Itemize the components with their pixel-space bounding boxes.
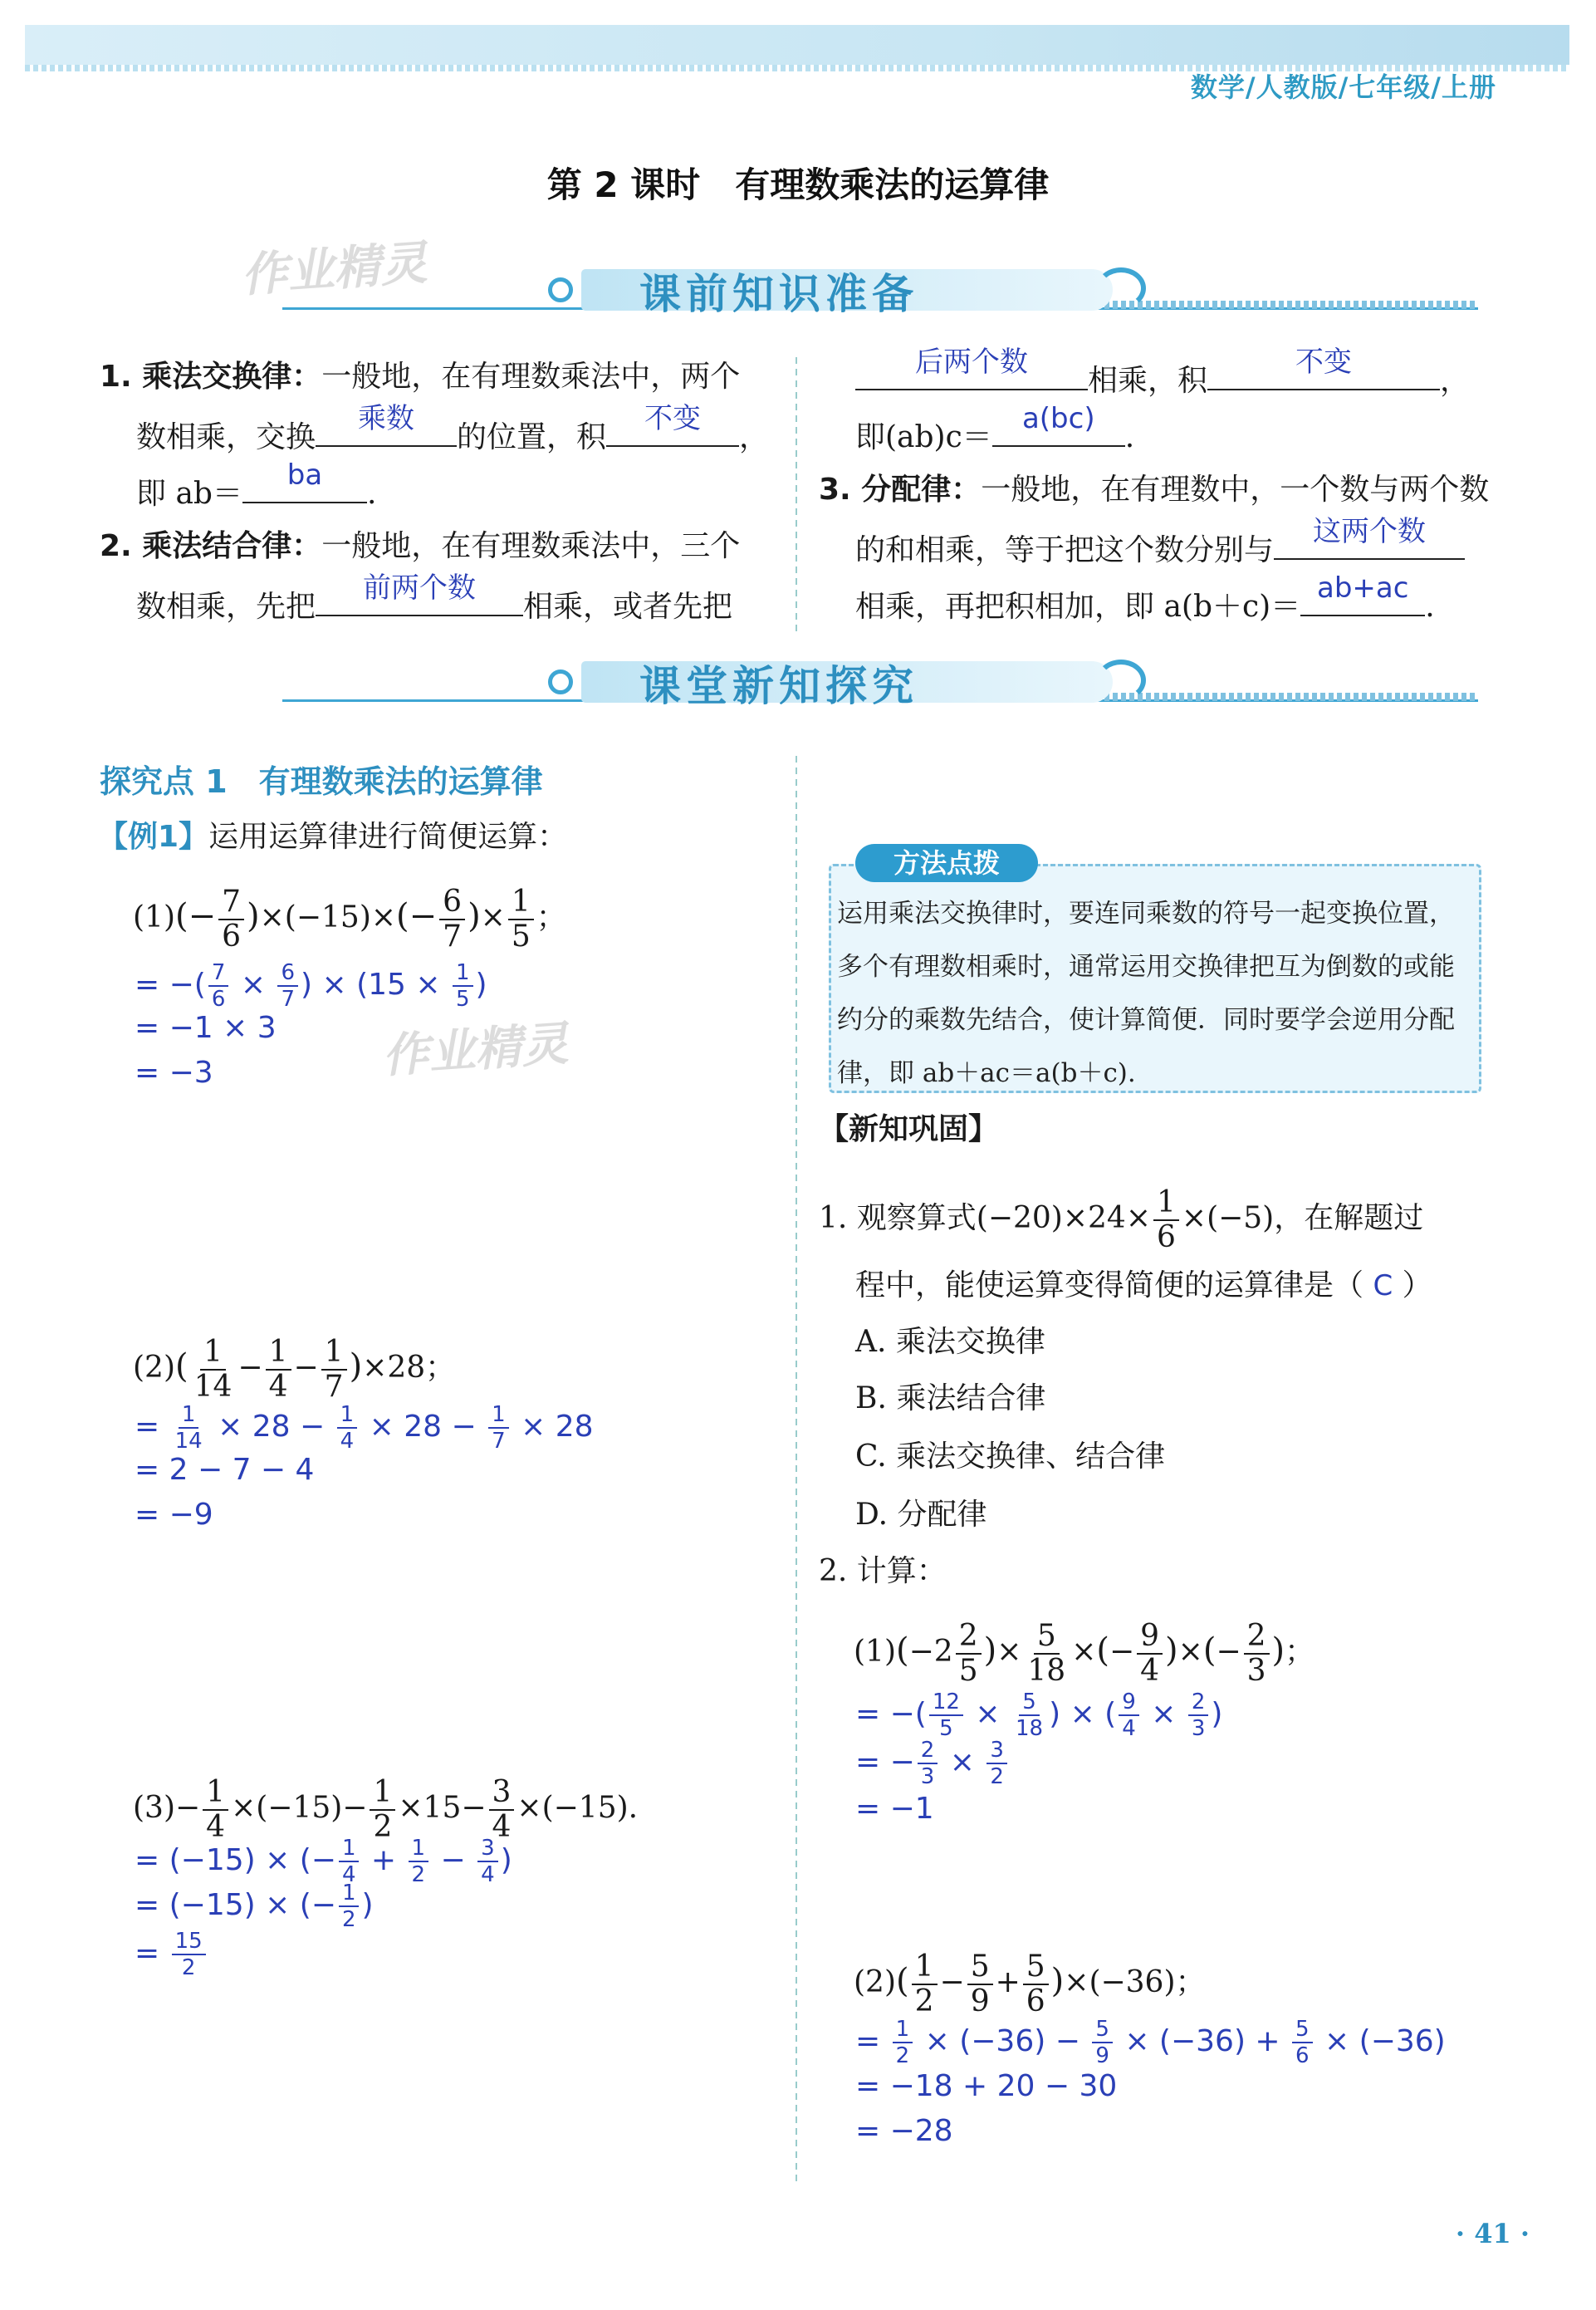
p3-ans-text-2: = (−15) × (− xyxy=(135,1888,336,1922)
option-c: C. 乘法交换律、结合律 xyxy=(855,1439,1166,1474)
magnifier-icon xyxy=(548,277,573,302)
item1-text-d: ， xyxy=(739,420,770,454)
frac: $\frac{7}{6}$ xyxy=(218,887,244,952)
option-b: B. 乘法结合律 xyxy=(855,1381,1046,1415)
q2-1-answer-2: = − $\frac{2}{3}$ × $\frac{3}{2}$ xyxy=(855,1739,1010,1788)
answer: a(bc) xyxy=(1021,402,1095,435)
p2-answer-2: = 2 − 7 − 4 xyxy=(135,1453,315,1487)
q2-1-prefix: (1) xyxy=(854,1635,896,1669)
q2-2-answer-1: = $\frac{1}{2}$ × (−36) − $\frac{5}{9}$ × (−36) + $\frac{5}{6}$ × (−36) xyxy=(855,2017,1446,2068)
item2-label: 2. 乘法结合律： xyxy=(100,529,322,563)
q1-text-d: ） xyxy=(1402,1268,1432,1302)
banner-dots xyxy=(1096,301,1478,309)
blank-item1-2 xyxy=(606,402,739,447)
problem-3-prefix: (3) xyxy=(133,1791,175,1825)
example-line xyxy=(98,814,567,861)
option-d: D. 分配律 xyxy=(855,1498,987,1532)
p1-ans-text: = −( xyxy=(135,968,206,1002)
pre-item3-line3 xyxy=(855,571,1435,635)
tip-title: 方法点拨 xyxy=(855,844,1038,882)
problem-1-prefix: (1) xyxy=(133,900,175,934)
problem-1: (1)(− $\frac{7}{6}$ )×(−15)×(− $\frac{6}{7}$ )× $\frac{1}{5}$ ； xyxy=(133,885,566,954)
blank-item1-3 xyxy=(242,459,367,503)
swirl-icon xyxy=(1096,267,1146,309)
column-divider-main xyxy=(796,756,797,2185)
page-number: · 41 · xyxy=(1455,2218,1530,2249)
header-label: 数学/人教版/七年级/上册 xyxy=(1190,71,1496,103)
q1-text-c: 程中，能使运算变得简便的运算律是（ xyxy=(855,1268,1364,1302)
q1-answer: C xyxy=(1373,1269,1393,1302)
item1-label: 1. 乘法交换律： xyxy=(100,360,322,394)
answer: ab+ac xyxy=(1317,571,1409,605)
answer: 前两个数 xyxy=(363,571,477,605)
p1-answer-2: = −1 × 3 xyxy=(135,1011,277,1045)
answer: 不变 xyxy=(644,402,702,435)
pre-item2-line2 xyxy=(136,571,733,635)
item3-text-b: 的和相乘，等于把这个数分别与 xyxy=(855,533,1275,567)
column-divider-top xyxy=(796,357,797,631)
item3-label: 3. 分配律： xyxy=(819,473,982,507)
item1-text: 一般地，在有理数乘法中，两个 xyxy=(321,360,741,394)
problem-3-end: ×(−15). xyxy=(516,1791,639,1825)
blank-item3-2 xyxy=(1300,571,1425,616)
tip-text: 运用乘法交换律时，要连同乘数的符号一起变换位置，多个有理数相乘时，通常运用交换律把互为倒数的或能约分的乘数先结合，使计算简便．同时要学会逆用分配律，即 ab＋ac＝a(b＋c). xyxy=(837,899,1455,1088)
problem-2: (2)( $\frac{1}{14}$ − $\frac{1}{4}$ − $\frac{1}{7}$ )×28； xyxy=(133,1335,456,1404)
blank-item3-1 xyxy=(1274,515,1465,560)
item2-text-f: 即(ab)c＝ xyxy=(855,420,992,454)
item1-text-e: 即 ab＝ xyxy=(136,477,242,511)
q2-title: 2. 计算： xyxy=(819,1554,947,1588)
swirl-icon xyxy=(1096,660,1146,701)
p1-ans-text-b: ) × (15 × xyxy=(300,968,441,1002)
q1-line2 xyxy=(855,1263,1432,1309)
p1-answer-1: = −( $\frac{7}{6}$ × $\frac{6}{7}$ ) × (15 × $\frac{1}{5}$ ) xyxy=(135,960,487,1012)
q2-problem-1: (1)(−2 $\frac{2}{5}$ )× $\frac{5}{18}$ ×(− $\frac{9}{4}$ )×(− $\frac{2}{3}$ )； xyxy=(854,1619,1315,1688)
section-banner-class xyxy=(100,656,1478,723)
answer: ba xyxy=(286,459,323,492)
p3-ans-text-3: = xyxy=(135,1936,160,1970)
answer: 这两个数 xyxy=(1313,515,1427,548)
q2-1-answer-1: = −( $\frac{12}{5}$ × $\frac{5}{18}$ ) × ( $\frac{9}{4}$ × $\frac{2}{3}$ ) xyxy=(855,1690,1223,1741)
pre-item2-line3 xyxy=(855,346,1471,410)
magnifier-icon xyxy=(548,669,573,694)
item2-text-c: 相乘，或者先把 xyxy=(523,590,733,624)
example-text: 运用运算律进行简便运算： xyxy=(208,820,568,854)
q2-2-answer-2: = −18 + 20 − 30 xyxy=(855,2069,1118,2103)
section-title-pre: 课前知识准备 xyxy=(639,270,918,318)
blank-item2-4 xyxy=(992,402,1125,447)
pre-item2-line4 xyxy=(855,402,1135,466)
answer: 乘数 xyxy=(358,402,415,435)
p3-ans-text: = (−15) × (− xyxy=(135,1843,336,1877)
banner-dots xyxy=(1096,693,1478,701)
section-title-class: 课堂新知探究 xyxy=(639,662,918,710)
q2-2-prefix: (2) xyxy=(854,1965,896,1999)
item2-text-d: 相乘，积 xyxy=(1088,364,1208,398)
item2-text: 一般地，在有理数乘法中，三个 xyxy=(321,529,741,563)
item3-text-c: 相乘，再把积相加，即 a(b＋c)＝ xyxy=(855,590,1301,624)
p2-answer-1: = $\frac{1}{14}$ × 28 − $\frac{1}{4}$ × 28 − $\frac{1}{7}$ × 28 xyxy=(135,1402,594,1454)
watermark: 作业精灵 xyxy=(239,236,429,303)
lesson-title: 第 2 课时 有理数乘法的运算律 xyxy=(546,164,1050,205)
section-banner-pre xyxy=(100,264,1478,331)
frac: $\frac{1}{5}$ xyxy=(508,887,534,952)
option-a: A. 乘法交换律 xyxy=(855,1325,1045,1359)
answer: 后两个数 xyxy=(915,346,1028,379)
q1-text-b: ×(−5)，在解题过 xyxy=(1181,1201,1424,1235)
item3-text: 一般地，在有理数中，一个数与两个数 xyxy=(981,473,1490,507)
problem-2-prefix: (2) xyxy=(133,1351,175,1385)
top-band xyxy=(25,25,1569,65)
blank-item2-2 xyxy=(855,346,1088,390)
answer: 不变 xyxy=(1295,346,1353,379)
q2-2-answer-3: = −28 xyxy=(855,2114,953,2148)
explore-title: 探究点 1 有理数乘法的运算律 xyxy=(100,763,543,800)
p3-answer-2: = (−15) × (− $\frac{1}{2}$ ) xyxy=(135,1881,374,1932)
item2-text-b: 数相乘，先把 xyxy=(136,590,316,624)
blank-item2-3 xyxy=(1207,346,1440,390)
blank-item1-1 xyxy=(316,402,457,447)
item1-text-c: 的位置，积 xyxy=(457,420,607,454)
example-label: 【例1】 xyxy=(98,820,209,854)
pre-item1-line2 xyxy=(136,402,770,466)
consolidate-title: 【新知巩固】 xyxy=(819,1112,999,1146)
q1-line1: 1. 观察算式(−20)×24× $\frac{1}{6}$ ×(−5)，在解题过 xyxy=(819,1185,1424,1254)
q1-text-a: 1. 观察算式(−20)×24× xyxy=(819,1201,1151,1235)
p2-answer-3: = −9 xyxy=(135,1498,213,1532)
p3-answer-1: = (−15) × (− $\frac{1}{4}$ + $\frac{1}{2}$ − $\frac{3}{4}$ ) xyxy=(135,1836,512,1887)
p3-answer-3: = $\frac{15}{2}$ xyxy=(135,1930,208,1979)
item1-text-b: 数相乘，交换 xyxy=(136,420,316,454)
frac: $\frac{6}{7}$ xyxy=(439,887,465,952)
watermark-2: 作业精灵 xyxy=(380,1017,570,1084)
p1-ans-text-c: ) xyxy=(475,968,487,1002)
pre-item1-line3 xyxy=(136,459,377,522)
item2-text-e: ， xyxy=(1440,364,1471,398)
item2-text-g: . xyxy=(1124,420,1135,454)
q2-problem-2: (2)( $\frac{1}{2}$ − $\frac{5}{9}$ + $\frac{5}{6}$ )×(−36)； xyxy=(854,1950,1206,2018)
problem-3: (3)− $\frac{1}{4}$ ×(−15)− $\frac{1}{2}$ ×15− $\frac{3}{4}$ ×(−15). xyxy=(133,1775,639,1844)
q2-1-answer-3: = −1 xyxy=(855,1792,934,1826)
blank-item2-1 xyxy=(316,571,523,616)
p1-answer-3: = −3 xyxy=(135,1056,213,1090)
item1-text-f: . xyxy=(366,477,377,511)
item3-text-d: . xyxy=(1425,590,1435,624)
